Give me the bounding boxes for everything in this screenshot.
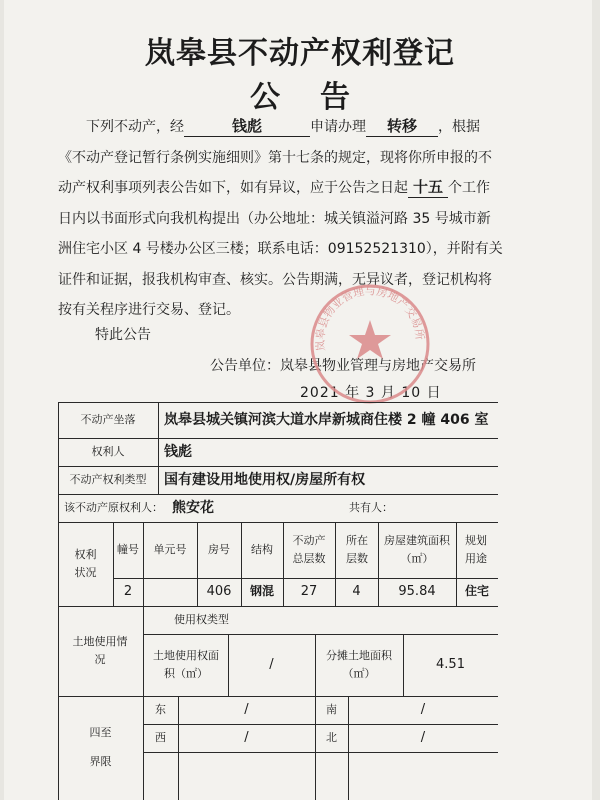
value-building: 2	[123, 583, 133, 599]
east-label: 东	[155, 703, 166, 717]
holder-label: 权利人	[91, 445, 125, 459]
location-label: 不动产坐落	[80, 413, 136, 427]
intro-text: 下列不动产，经	[86, 119, 184, 135]
issuing-unit-label: 公告单位：	[210, 358, 280, 374]
west-value: /	[244, 729, 249, 745]
status-label-line2: 状况	[74, 566, 97, 579]
value-floor: 4	[352, 583, 361, 599]
notice-body	[58, 112, 503, 326]
applicant-name: 钱彪	[184, 116, 310, 137]
header-total-floors: 不动产总层数	[292, 534, 326, 565]
south-label: 南	[326, 703, 337, 717]
value-total-floors: 27	[300, 583, 318, 599]
issuing-unit-name: 岚皋县物业管理与房地产交易所	[280, 358, 476, 374]
boundary-label-line1: 四至	[89, 726, 112, 740]
west-label: 西	[155, 731, 166, 745]
property-table	[58, 402, 498, 800]
value-use: 住宅	[464, 584, 489, 599]
rest-text: 个工作日内以书面形式向我机构提出（办公地址：城关镇溢河路 35 号城市新洲住宅小区 4 号楼办公区三楼；联系电话：09152521310），并附有关证件和证据，报我机构审查、核实。公告期满，无异议者，登记机构将按有关程序进行交易、登记。	[58, 180, 503, 318]
shared-area-value: 4.51	[436, 656, 465, 672]
apply-text: 申请办理	[310, 119, 366, 135]
header-room: 房号	[208, 543, 230, 557]
transaction-type: 转移	[366, 116, 438, 137]
location-value: 岚皋县城关镇河滨大道水岸新城商住楼 2 幢 406 室	[164, 411, 489, 428]
boundary-label	[58, 696, 143, 800]
header-floor: 所在层数	[346, 534, 368, 565]
holder-value: 钱彪	[164, 443, 192, 460]
land-area-value: /	[269, 656, 274, 672]
use-right-type-label: 使用权类型	[174, 613, 229, 627]
land-area-label: 土地使用权面积（㎡）	[153, 649, 219, 680]
north-value: /	[420, 729, 426, 745]
closing-line: 特此公告	[95, 327, 151, 343]
objection-days: 十五	[408, 177, 448, 198]
notice-date: 2021 年 3 月 10 日	[300, 385, 442, 401]
header-structure: 结构	[251, 543, 273, 557]
original-holder-label: 该不动产原权利人：	[64, 501, 163, 515]
east-value: /	[244, 701, 249, 717]
value-unit	[143, 578, 197, 606]
notice-title: 岚皋县不动产权利登记	[145, 36, 455, 71]
seal-star-icon	[349, 320, 391, 359]
official-seal	[308, 282, 432, 406]
shared-area-label: 分摊土地面积（㎡）	[326, 649, 392, 680]
north-label: 北	[326, 731, 337, 745]
seal-text: 岚皋县物业管理与房地产交易所	[313, 284, 427, 352]
co-owner-label: 共有人：	[349, 501, 393, 515]
right-type-label: 不动产权利类型	[69, 473, 147, 487]
boundary-label-line2: 界限	[89, 755, 112, 768]
status-label	[58, 522, 113, 606]
value-room: 406	[206, 583, 232, 599]
basis-text: ，根据《不动产登记暂行条例实施细则》第十七条的规定，现将你所申报的不动产权利事项列表公告如下，如有异议，应于公告之日起	[58, 119, 492, 196]
original-holder-value: 熊安花	[172, 499, 214, 516]
header-use: 规划用途	[465, 534, 487, 565]
header-unit: 单元号	[153, 543, 187, 557]
land-label: 土地使用情况	[72, 635, 128, 666]
right-type-value: 国有建设用地使用权/房屋所有权	[164, 471, 366, 488]
header-area: 房屋建筑面积（㎡）	[384, 534, 450, 565]
header-building: 幢号	[117, 543, 139, 557]
value-area: 95.84	[398, 583, 436, 599]
south-value: /	[420, 701, 426, 717]
status-label-line1: 权利	[74, 548, 97, 562]
notice-subtitle: 公告	[250, 80, 390, 115]
value-structure: 钢混	[249, 584, 274, 599]
